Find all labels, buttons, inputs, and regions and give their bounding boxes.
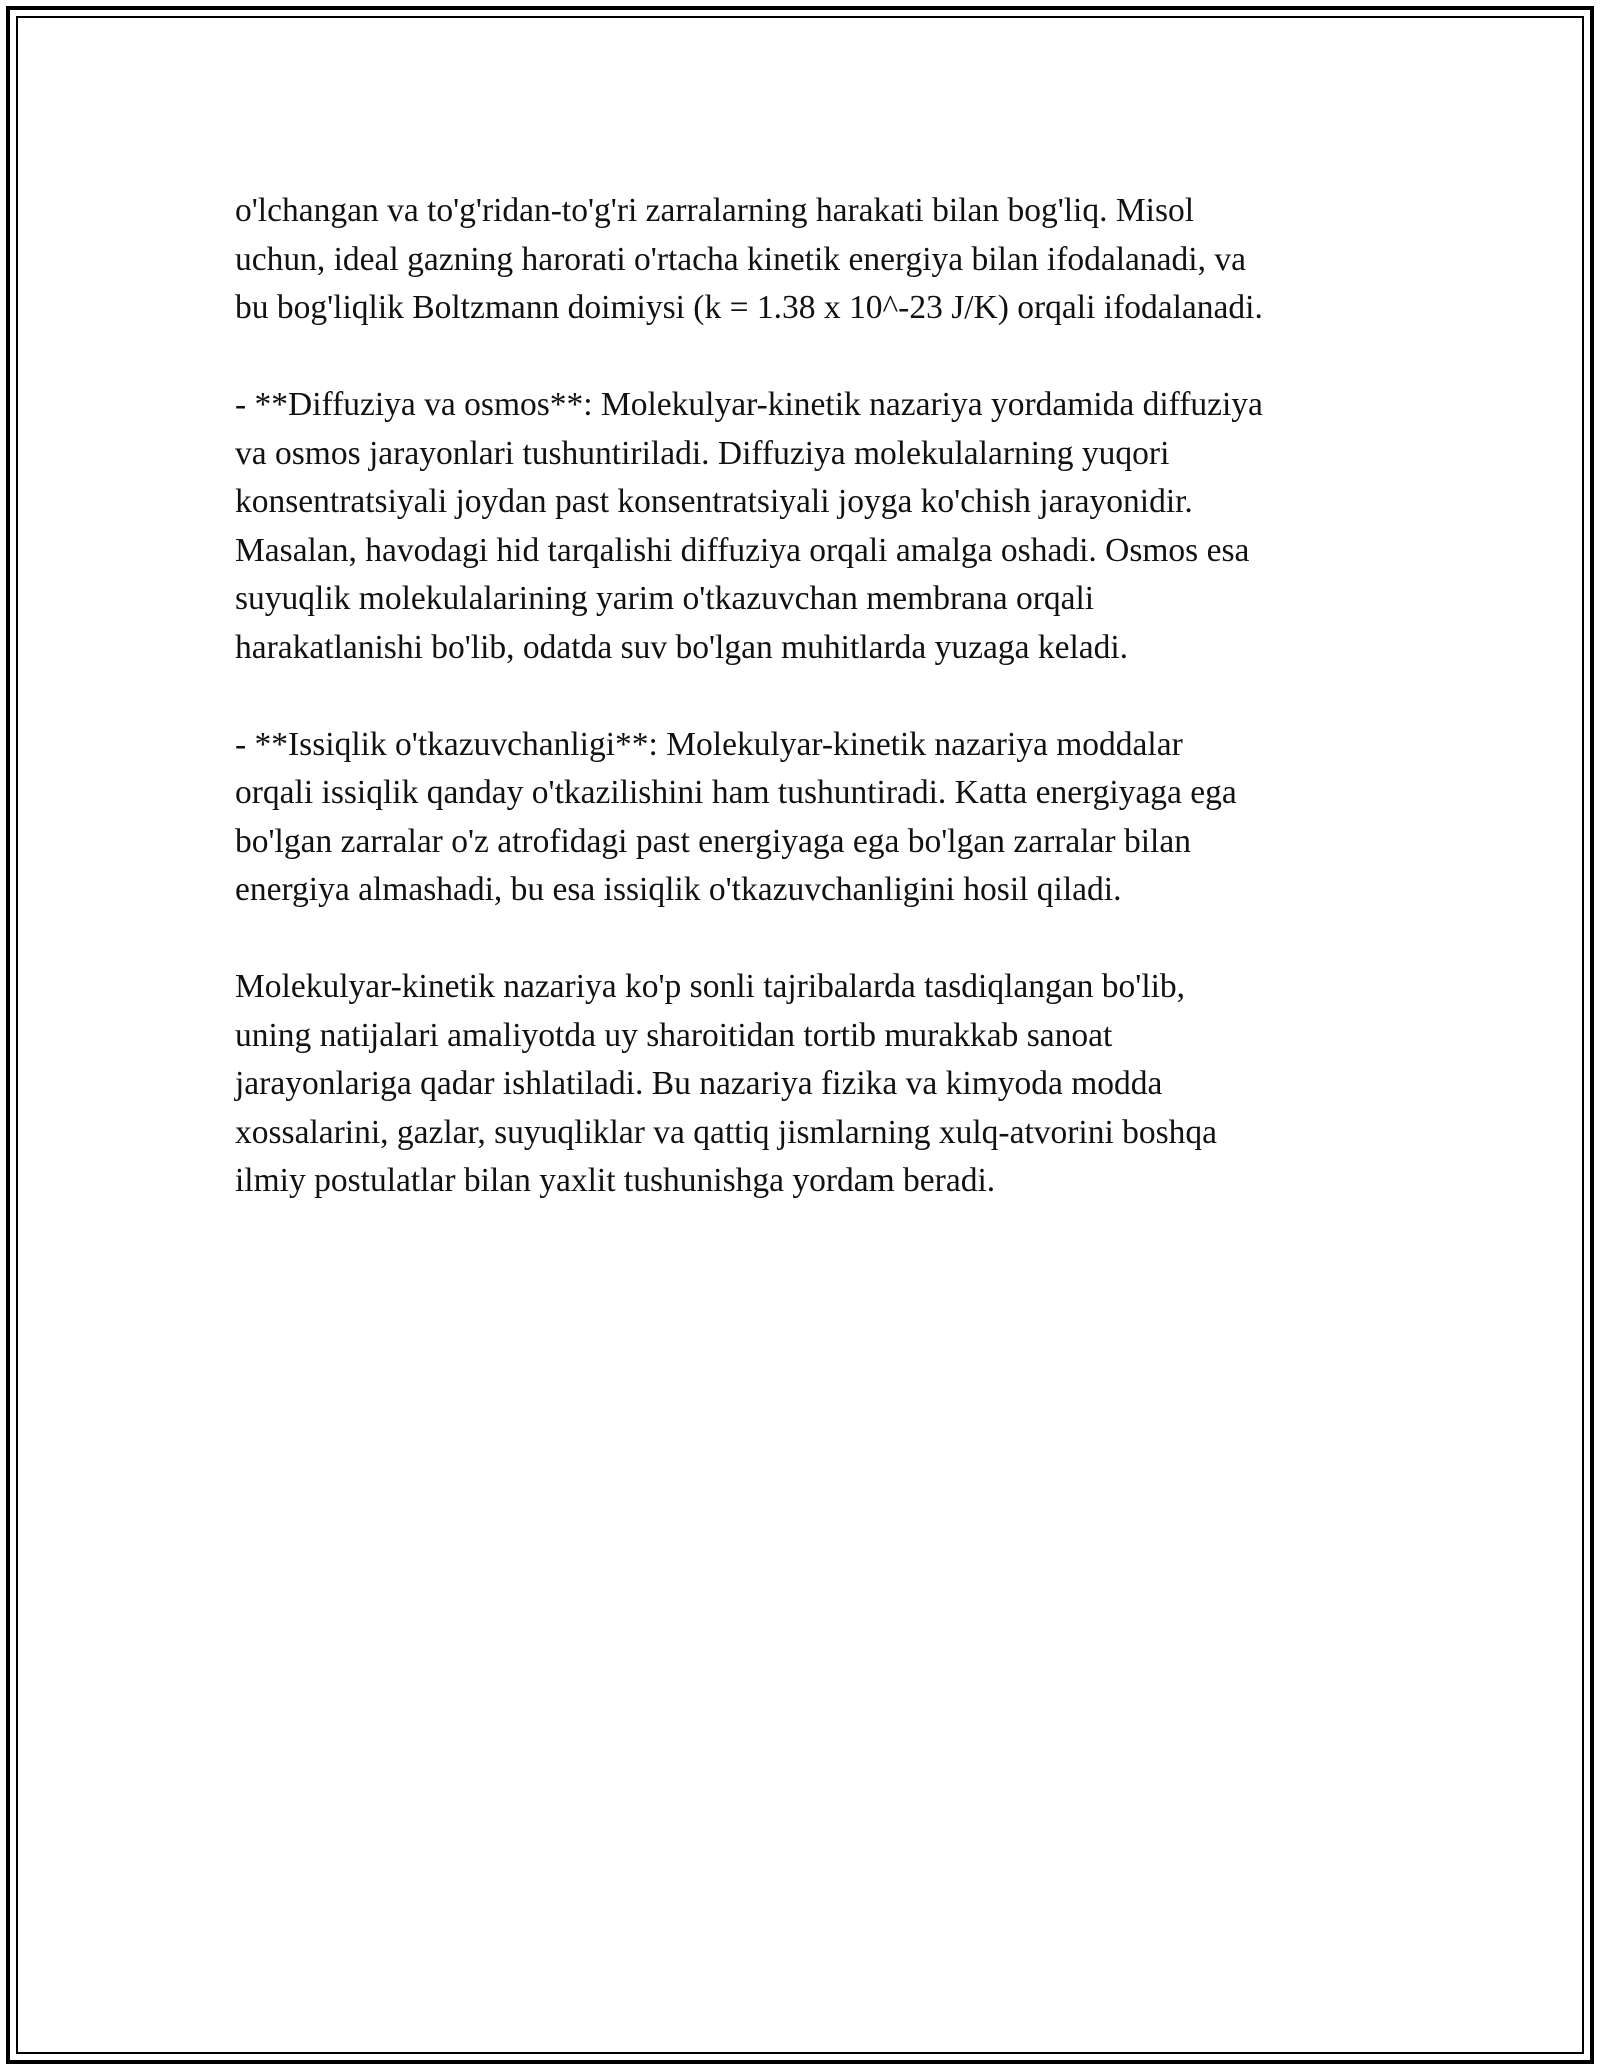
paragraph-boltzmann: o'lchangan va to'g'ridan-to'g'ri zarralarning harakati bilan bog'liq. Misol uchun, ideal gazning harorati o'rtacha kinetik energiya bilan ifodalanadi, va bu bog'liqlik Boltzmann doimiysi (k = 1.38 x 10^-23 J/K) orqali ifodalanadi. (235, 192, 1263, 326)
paragraph-conclusion: Molekulyar-kinetik nazariya ko'p sonli tajribalarda tasdiqlangan bo'lib, uning natijalari amaliyotda uy sharoitidan tortib murakkab sanoat jarayonlariga qadar ishlatiladi. Bu nazariya fizika va kimyoda modda xossalarini, gazlar, suyuqliklar va qattiq jismlarning xulq-atvorini boshqa ilmiy postulatlar bilan yaxlit tushunishga yordam beradi. (235, 968, 1218, 1199)
document-body (235, 187, 1385, 1254)
paragraph-diffusion-osmosis: - **Diffuziya va osmos**: Molekulyar-kinetik nazariya yordamida diffuziya va osmos jarayonlari tushuntiriladi. Diffuziya molekulalarning yuqori konsentratsiyali joydan past konsentratsiyali joyga ko'chish jarayonidir. Masalan, havodagi hid tarqalishi diffuziya orqali amalga oshadi. Osmos esa suyuqlik molekulalarining yarim o'tkazuvchan membrana orqali harakatlanishi bo'lib, odatda suv bo'lgan muhitlarda yuzaga keladi. (235, 386, 1263, 666)
paragraph-heat-conduction: - **Issiqlik o'tkazuvchanligi**: Molekulyar-kinetik nazariya moddalar orqali issiqlik qanday o'tkazilishini ham tushuntiradi. Katta energiyaga ega bo'lgan zarralar o'z atrofidagi past energiyaga ega bo'lgan zarralar bilan energiya almashadi, bu esa issiqlik o'tkazuvchanligini hosil qiladi. (235, 725, 1237, 908)
